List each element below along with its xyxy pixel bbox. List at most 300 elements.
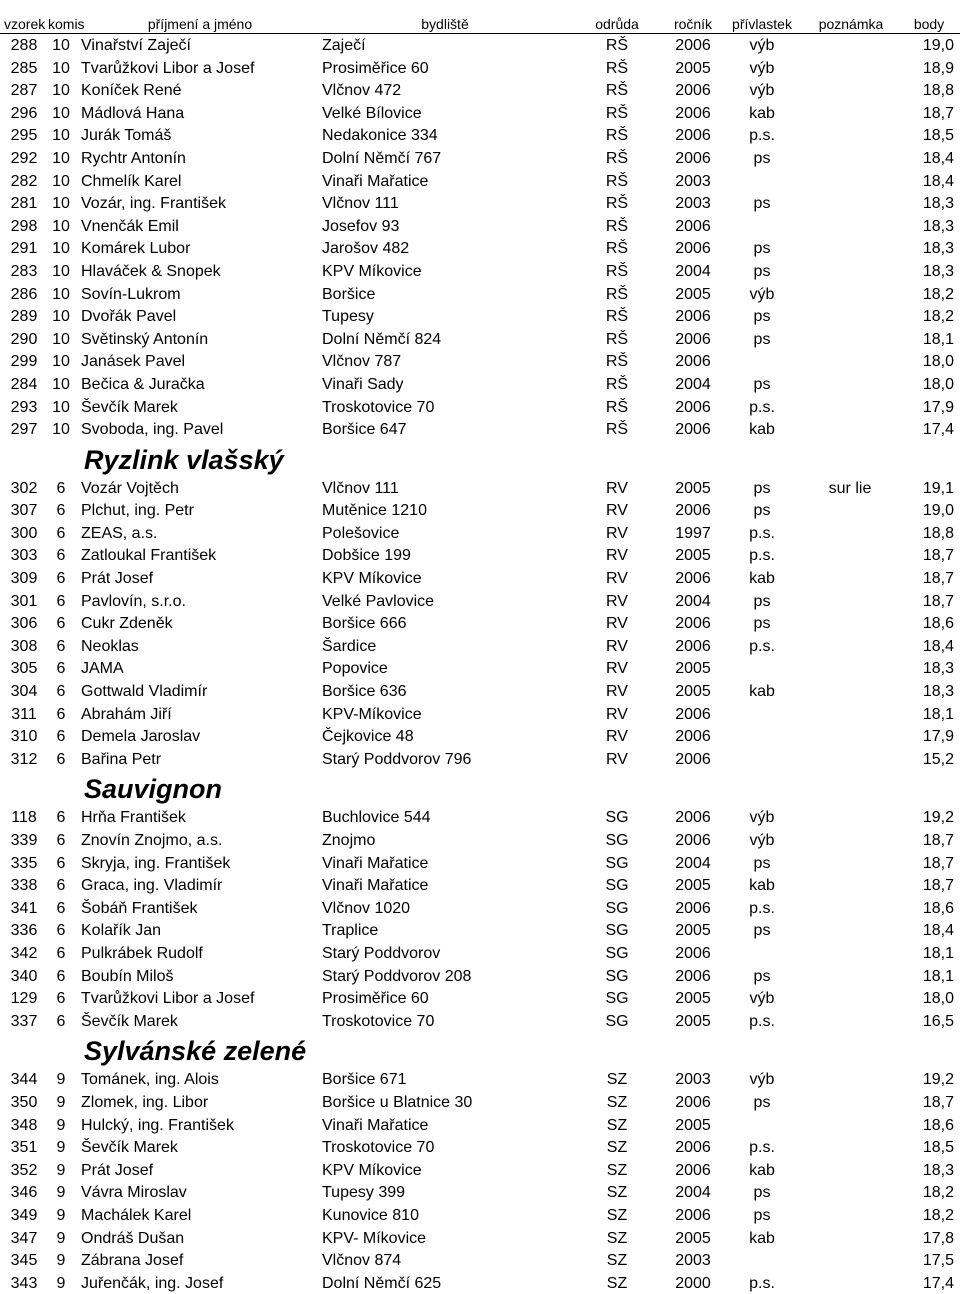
commission-number: 10 (52, 104, 70, 122)
commission-number: 10 (52, 421, 70, 439)
producer-name: Mádlová Hana (81, 104, 185, 122)
attribute-value: kab (749, 1161, 775, 1179)
vintage-year: 2006 (675, 809, 711, 827)
vintage-year: 2003 (675, 195, 711, 213)
table-row (0, 1272, 960, 1294)
score-value: 17,9 (922, 728, 954, 746)
attribute-value: kab (749, 570, 775, 588)
attribute-value: ps (753, 1184, 771, 1202)
variety-code: SZ (606, 1252, 628, 1270)
producer-residence: Troskotovice 70 (322, 398, 435, 416)
producer-residence: Boršice (322, 285, 376, 303)
commission-number: 9 (56, 1274, 66, 1292)
header-residence: bydliště (421, 16, 469, 32)
variety-code: SZ (606, 1184, 628, 1202)
sample-number: 296 (10, 104, 38, 122)
score-value: 18,1 (922, 330, 954, 348)
table-row (0, 852, 960, 875)
score-value: 18,2 (922, 285, 954, 303)
producer-name: Koníček René (81, 82, 182, 100)
sample-number: 340 (10, 967, 38, 985)
table-row (0, 1159, 960, 1182)
header-points: body (913, 16, 945, 32)
score-value: 18,9 (922, 59, 954, 77)
producer-residence: KPV Míkovice (322, 570, 422, 588)
commission-number: 10 (52, 353, 70, 371)
producer-residence: Starý Poddvorov 796 (322, 750, 472, 768)
vintage-year: 2006 (675, 104, 711, 122)
attribute-value: kab (749, 683, 775, 701)
vintage-year: 2005 (675, 877, 711, 895)
vintage-year: 2006 (675, 967, 711, 985)
variety-code: SG (605, 832, 629, 849)
table-row (0, 124, 960, 147)
variety-code: SG (605, 990, 629, 1008)
vintage-year: 2006 (675, 615, 711, 633)
table-row (0, 147, 960, 170)
sample-number: 291 (10, 240, 38, 258)
commission-number: 6 (56, 899, 66, 917)
variety-code: RŠ (605, 127, 629, 145)
variety-code: RŠ (605, 149, 629, 167)
table-row (0, 102, 960, 125)
commission-number: 10 (52, 172, 70, 190)
table-row (0, 1181, 960, 1204)
score-value: 18,2 (922, 1184, 954, 1202)
attribute-value: ps (753, 1093, 771, 1111)
commission-number: 10 (52, 127, 70, 145)
commission-number: 10 (52, 195, 70, 213)
sample-number: 299 (10, 353, 38, 371)
producer-residence: Troskotovice 70 (322, 1012, 435, 1030)
header-sample: vzorek (4, 16, 46, 32)
sample-number: 297 (10, 421, 38, 439)
variety-code: SZ (606, 1071, 628, 1089)
table-row (0, 1068, 960, 1091)
vintage-year: 2006 (675, 82, 711, 100)
attribute-value: p.s. (749, 1139, 775, 1157)
producer-name: Ondráš Dušan (81, 1229, 185, 1247)
sample-number: 342 (10, 944, 38, 962)
producer-residence: Vlčnov 787 (322, 353, 402, 371)
vintage-year: 2006 (675, 37, 711, 54)
sample-number: 350 (10, 1093, 38, 1111)
attribute-value: kab (749, 421, 775, 439)
vintage-year: 2006 (675, 421, 711, 439)
producer-name: Vozár, ing. František (81, 195, 226, 213)
variety-code: SG (605, 922, 629, 940)
producer-residence: Velké Bílovice (322, 104, 422, 122)
commission-number: 6 (56, 1012, 66, 1030)
producer-residence: Vlčnov 111 (322, 195, 399, 213)
producer-name: Prát Josef (81, 570, 154, 588)
sample-number: 346 (10, 1184, 38, 1202)
variety-code: RV (606, 750, 628, 768)
score-value: 18,7 (922, 104, 954, 122)
table-row (0, 590, 960, 613)
commission-number: 6 (56, 832, 66, 849)
producer-residence: Znojmo (322, 832, 376, 849)
producer-residence: Polešovice (322, 524, 400, 542)
score-value: 18,6 (922, 899, 954, 917)
commission-number: 10 (52, 37, 70, 54)
producer-residence: Vinaři Mařatice (322, 1116, 429, 1134)
variety-code: RŠ (605, 262, 629, 280)
table-row (0, 829, 960, 852)
variety-code: RV (606, 637, 628, 655)
vintage-year: 2005 (675, 547, 711, 565)
vintage-year: 2000 (675, 1274, 711, 1292)
producer-name: Šobáň František (81, 899, 198, 917)
attribute-value: p.s. (749, 1012, 775, 1030)
commission-number: 10 (52, 82, 70, 100)
attribute-value: kab (749, 1229, 775, 1247)
producer-residence: Traplice (322, 922, 379, 940)
commission-number: 6 (56, 854, 66, 872)
producer-residence: Zaječí (322, 37, 366, 54)
sample-number: 302 (10, 479, 38, 497)
commission-number: 10 (52, 262, 70, 280)
attribute-value: kab (749, 877, 775, 895)
vintage-year: 2006 (675, 832, 711, 849)
sample-number: 292 (10, 149, 38, 167)
producer-residence: Boršice u Blatnice 30 (322, 1093, 473, 1111)
header-note: poznámka (818, 16, 884, 32)
score-value: 18,3 (922, 660, 954, 678)
table-row (0, 657, 960, 680)
commission-number: 6 (56, 922, 66, 940)
commission-number: 9 (56, 1184, 66, 1202)
commission-number: 6 (56, 728, 66, 746)
variety-code: RŠ (605, 330, 629, 348)
producer-name: Hrňa František (81, 809, 186, 827)
sample-number: 349 (10, 1206, 38, 1224)
attribute-value: výb (749, 59, 775, 77)
producer-name: Zatloukal František (81, 547, 217, 565)
variety-code: RŠ (605, 353, 629, 371)
table-row (0, 192, 960, 215)
score-value: 18,0 (922, 990, 954, 1008)
producer-name: Chmelík Karel (81, 172, 182, 190)
commission-number: 10 (52, 149, 70, 167)
vintage-year: 2003 (675, 1252, 711, 1270)
table-row (0, 283, 960, 306)
score-value: 16,5 (922, 1012, 954, 1030)
producer-name: ZEAS, a.s. (81, 524, 158, 542)
producer-residence: Jarošov 482 (322, 240, 410, 258)
producer-residence: Popovice (322, 660, 388, 678)
vintage-year: 2005 (675, 1229, 711, 1247)
attribute-value: ps (753, 854, 771, 872)
score-value: 18,1 (922, 967, 954, 985)
sample-number: 303 (10, 547, 38, 565)
sample-number: 352 (10, 1161, 38, 1179)
attribute-value: ps (753, 615, 771, 633)
producer-name: Ševčík Marek (81, 1012, 178, 1030)
producer-residence: Kunovice 810 (322, 1206, 419, 1224)
producer-residence: KPV Míkovice (322, 1161, 422, 1179)
commission-number: 6 (56, 944, 66, 962)
sample-number: 343 (10, 1274, 38, 1292)
vintage-year: 2006 (675, 398, 711, 416)
variety-code: SG (605, 877, 629, 895)
sample-number: 295 (10, 127, 38, 145)
table-row (0, 237, 960, 260)
producer-residence: Vlčnov 874 (322, 1252, 402, 1270)
producer-name: Tománek, ing. Alois (81, 1071, 219, 1089)
table-row (0, 170, 960, 193)
variety-code: RŠ (605, 82, 629, 100)
producer-residence: Dolní Němčí 625 (322, 1274, 442, 1292)
variety-code: SZ (606, 1206, 628, 1224)
producer-name: Boubín Miloš (81, 967, 174, 985)
section-heading (0, 770, 960, 806)
sample-number: 283 (10, 262, 38, 280)
attribute-value: p.s. (749, 127, 775, 145)
table-row (0, 57, 960, 80)
sample-number: 307 (10, 502, 38, 520)
sample-number: 286 (10, 285, 38, 303)
variety-code: RV (606, 615, 628, 633)
producer-name: Ševčík Marek (81, 1139, 178, 1157)
vintage-year: 2005 (675, 59, 711, 77)
table-row (0, 477, 960, 500)
score-value: 18,6 (922, 1116, 954, 1134)
variety-code: RV (606, 683, 628, 701)
table-row (0, 418, 960, 441)
variety-code: RŠ (605, 104, 629, 122)
producer-name: Vinařství Zaječí (81, 37, 191, 54)
table-row (0, 328, 960, 351)
sample-number: 282 (10, 172, 38, 190)
attribute-value: ps (753, 330, 771, 348)
header-commission: komis (48, 16, 85, 32)
producer-residence: Starý Poddvorov 208 (322, 967, 472, 985)
producer-name: Plchut, ing. Petr (81, 502, 194, 520)
vintage-year: 2006 (675, 1161, 711, 1179)
variety-code: RŠ (605, 375, 629, 393)
variety-code: RŠ (605, 37, 629, 54)
producer-residence: Starý Poddvorov (322, 944, 441, 962)
producer-name: Tvarůžkovi Libor a Josef (81, 990, 255, 1008)
table-row (0, 703, 960, 726)
score-value: 18,7 (922, 592, 954, 610)
producer-residence: Tupesy (322, 308, 374, 326)
table-row (0, 725, 960, 748)
sample-number: 129 (10, 990, 38, 1008)
producer-name: Dvořák Pavel (81, 308, 177, 326)
commission-number: 10 (52, 330, 70, 348)
producer-name: Neoklas (81, 637, 139, 655)
table-row (0, 373, 960, 396)
vintage-year: 2006 (675, 750, 711, 768)
commission-number: 6 (56, 479, 66, 497)
vintage-year: 2004 (675, 1184, 711, 1202)
commission-number: 6 (56, 524, 66, 542)
variety-code: SZ (606, 1093, 628, 1111)
score-value: 18,3 (922, 195, 954, 213)
commission-number: 9 (56, 1116, 66, 1134)
sample-number: 300 (10, 524, 38, 542)
producer-residence: KPV Míkovice (322, 262, 422, 280)
attribute-value: ps (753, 195, 771, 213)
variety-code: RŠ (605, 59, 629, 77)
producer-name: Světinský Antonín (81, 330, 209, 348)
score-value: 18,7 (922, 1093, 954, 1111)
attribute-value: ps (753, 262, 771, 280)
producer-residence: Prosiměřice 60 (322, 59, 429, 77)
commission-number: 10 (52, 59, 70, 77)
producer-name: Graca, ing. Vladimír (81, 877, 223, 895)
score-value: 18,7 (922, 854, 954, 872)
variety-code: SG (605, 1012, 629, 1030)
sample-number: 288 (10, 37, 38, 54)
commission-number: 6 (56, 809, 66, 827)
score-value: 19,0 (922, 502, 954, 520)
variety-code: SG (605, 809, 629, 827)
variety-code: RV (606, 705, 628, 723)
sample-number: 290 (10, 330, 38, 348)
producer-residence: Troskotovice 70 (322, 1139, 435, 1157)
sample-number: 118 (11, 809, 37, 827)
vintage-year: 1997 (675, 524, 711, 542)
table-header (0, 0, 960, 36)
sample-number: 341 (10, 899, 38, 917)
producer-residence: Boršice 666 (322, 615, 407, 633)
table-row (0, 635, 960, 658)
producer-residence: Boršice 636 (322, 683, 407, 701)
producer-residence: Dolní Němčí 824 (322, 330, 442, 348)
commission-number: 9 (56, 1206, 66, 1224)
sample-number: 301 (10, 592, 38, 610)
variety-code: RV (606, 502, 628, 520)
table-row (0, 350, 960, 373)
producer-name: Jurák Tomáš (81, 127, 172, 145)
sample-number: 344 (10, 1071, 38, 1089)
score-value: 18,4 (922, 172, 954, 190)
results-table (0, 34, 960, 1294)
score-value: 17,4 (922, 421, 954, 439)
score-value: 18,2 (922, 308, 954, 326)
variety-code: SG (605, 967, 629, 985)
commission-number: 10 (52, 375, 70, 393)
commission-number: 9 (56, 1093, 66, 1111)
variety-code: RV (606, 547, 628, 565)
commission-number: 9 (56, 1229, 66, 1247)
producer-residence: Mutěnice 1210 (322, 502, 427, 520)
score-value: 18,1 (922, 705, 954, 723)
table-row (0, 34, 960, 57)
vintage-year: 2006 (675, 240, 711, 258)
table-row (0, 965, 960, 988)
table-row (0, 567, 960, 590)
variety-code: RV (606, 524, 628, 542)
vintage-year: 2004 (675, 854, 711, 872)
commission-number: 6 (56, 637, 66, 655)
producer-residence: Tupesy 399 (322, 1184, 406, 1202)
commission-number: 9 (56, 1139, 66, 1157)
sample-number: 348 (10, 1116, 38, 1134)
table-row (0, 1204, 960, 1227)
sample-number: 337 (10, 1012, 38, 1030)
commission-number: 10 (52, 398, 70, 416)
table-row (0, 79, 960, 102)
table-row (0, 748, 960, 771)
sample-number: 336 (10, 922, 38, 940)
producer-name: Znovín Znojmo, a.s. (81, 832, 223, 849)
vintage-year: 2006 (675, 944, 711, 962)
producer-name: Pulkrábek Rudolf (81, 944, 203, 962)
variety-code: SZ (606, 1161, 628, 1179)
producer-residence: Josefov 93 (322, 217, 400, 235)
sample-number: 285 (10, 59, 38, 77)
sample-number: 304 (10, 683, 38, 701)
score-value: 17,5 (922, 1252, 954, 1270)
score-value: 18,8 (922, 82, 954, 100)
variety-code: SG (605, 944, 629, 962)
producer-name: Prát Josef (81, 1161, 154, 1179)
score-value: 18,3 (922, 1161, 954, 1179)
variety-code: RŠ (605, 308, 629, 326)
attribute-value: výb (749, 832, 775, 849)
table-row (0, 544, 960, 567)
attribute-value: ps (753, 922, 771, 940)
producer-name: Zábrana Josef (81, 1252, 184, 1270)
attribute-value: p.s. (749, 398, 775, 416)
commission-number: 6 (56, 990, 66, 1008)
header-attribute: přívlastek (732, 16, 792, 32)
variety-code: SZ (606, 1229, 628, 1247)
table-row (0, 1227, 960, 1250)
commission-number: 6 (56, 683, 66, 701)
score-value: 19,2 (922, 809, 954, 827)
score-value: 17,4 (922, 1274, 954, 1292)
vintage-year: 2006 (675, 308, 711, 326)
producer-name: Rychtr Antonín (81, 149, 186, 167)
header-variety: odrůda (595, 16, 639, 32)
section-title: Sauvignon (84, 774, 223, 805)
header-name: příjmení a jméno (147, 16, 253, 32)
producer-name: Skryja, ing. František (81, 854, 231, 872)
table-row (0, 1249, 960, 1272)
producer-name: Zlomek, ing. Libor (81, 1093, 209, 1111)
producer-name: Sovín-Lukrom (81, 285, 181, 303)
sample-number: 345 (10, 1252, 38, 1270)
table-row (0, 260, 960, 283)
attribute-value: ps (753, 308, 771, 326)
variety-code: SG (605, 854, 629, 872)
attribute-value: p.s. (749, 1274, 775, 1292)
vintage-year: 2006 (675, 637, 711, 655)
score-value: 18,3 (922, 217, 954, 235)
variety-code: RŠ (605, 195, 629, 213)
producer-residence: Buchlovice 544 (322, 809, 431, 827)
vintage-year: 2006 (675, 1206, 711, 1224)
producer-name: JAMA (81, 660, 124, 678)
commission-number: 6 (56, 660, 66, 678)
producer-name: Tvarůžkovi Libor a Josef (81, 59, 255, 77)
section-heading (0, 1032, 960, 1068)
vintage-year: 2005 (675, 922, 711, 940)
sample-number: 305 (10, 660, 38, 678)
section-heading (0, 441, 960, 477)
score-value: 17,8 (922, 1229, 954, 1247)
producer-residence: Boršice 647 (322, 421, 407, 439)
sample-number: 311 (11, 705, 37, 723)
producer-name: Machálek Karel (81, 1206, 192, 1224)
variety-code: RŠ (605, 398, 629, 416)
attribute-value: ps (753, 502, 771, 520)
